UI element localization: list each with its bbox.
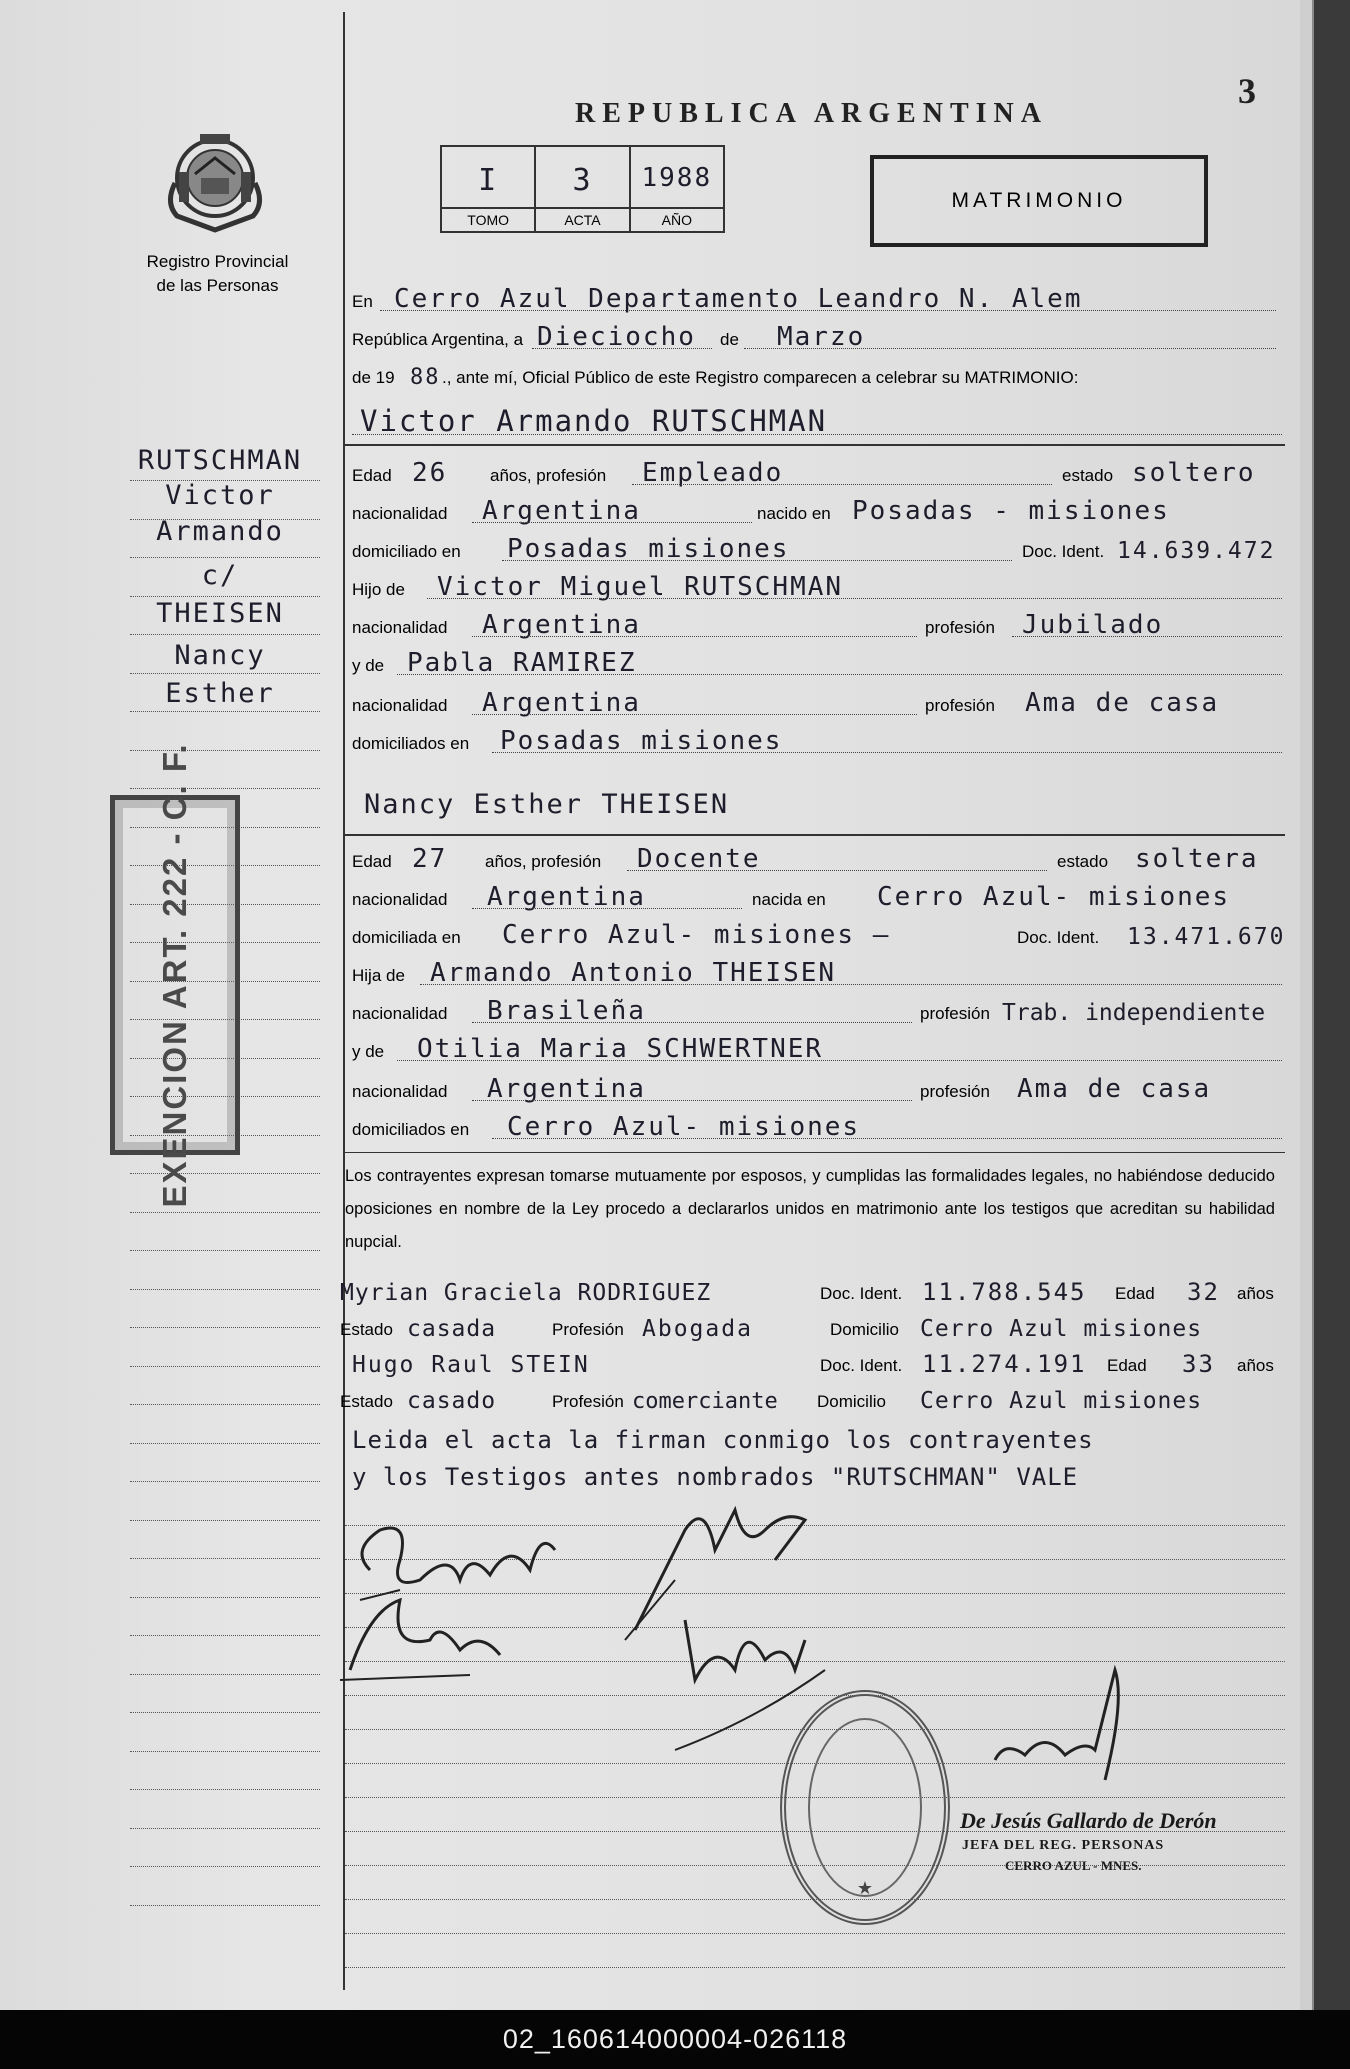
bride-nacida-en: Cerro Azul- misiones [877,882,1231,912]
anio-label: AÑO [631,207,723,231]
margin-ruled-line [130,634,320,635]
place-value: Cerro Azul Departamento Leandro N. Alem [394,284,1083,314]
domicilio-label: Domicilio [817,1392,886,1411]
anio-cell [631,147,723,231]
official-name: De Jesús Gallardo de Derón [960,1808,1217,1833]
bride-father-nacionalidad: Brasileña [487,996,646,1026]
witness2-doc: 11.274.191 [922,1350,1087,1378]
domiciliada-label: domiciliada en [352,928,461,947]
witness1-row [340,1272,1274,1308]
groom-father-row [352,568,1250,604]
groom-mother-row [352,644,1250,680]
ruled-line [345,1967,1285,1968]
witness1-profesion: Abogada [642,1316,753,1342]
record-number-box [440,145,725,233]
groom-domicilio-row [352,530,1276,566]
formal-declaration-text: Los contrayentes expresan tomarse mutuamente por esposos, y cumplidas las formalidades legales, no habiéndose deducido oposiciones en nombre de la Ley procedo a declararlos unidos en matrimonio ante los testigos que acreditan su habilidad nupcial. [345,1167,1275,1251]
seal-star-icon: ★ [856,1878,874,1898]
bride-father-profesion: Trab. independiente [1002,1000,1266,1026]
edad-label: Edad [352,466,392,485]
groom-father-nacionalidad: Argentina [482,610,641,640]
margin-note-line: RUTSCHMAN [137,445,303,476]
margin-ruled-line [130,1481,320,1482]
country-title: REPUBLICA ARGENTINA [575,98,1048,129]
bride-estado: soltera [1135,844,1259,874]
de-label: de [720,330,739,349]
official-location: CERRO AZUL - MNES. [1005,1858,1142,1873]
exemption-stamp [110,742,240,1208]
profesion-label: Profesión [552,1320,624,1339]
bride-mother-row [352,1030,1250,1066]
hija-label: Hija de [352,966,405,985]
bride-domicilio-row [352,916,1286,952]
bride-father-details-row [352,992,1266,1028]
exemption-stamp-text: EXENCION ART. 222 - C. F. [156,742,193,1208]
nacionalidad-label: nacionalidad [352,890,448,909]
official-title: JEFA DEL REG. PERSONAS [962,1838,1165,1853]
profesion-label: Profesión [552,1392,624,1411]
profesion-label: profesión [925,696,995,715]
nacionalidad-label: nacionalidad [352,696,448,715]
bride-full-name: Nancy Esther THEISEN [364,789,730,820]
margin-ruled-line [130,1404,320,1405]
year-row [352,356,1250,392]
domiciliados-label: domiciliados en [352,1120,470,1139]
tomo-value: I [478,163,499,198]
nacionalidad-label: nacionalidad [352,1004,448,1023]
witness1-name: Myrian Graciela RODRIGUEZ [340,1280,712,1306]
witness1-doc: 11.788.545 [922,1278,1087,1306]
registry-seal [780,1690,950,1925]
left-margin-column [0,0,340,2010]
acta-cell [536,147,630,231]
ruled-line [345,1933,1285,1934]
margin-ruled-line [130,711,320,712]
acta-label: ACTA [536,207,628,231]
y-de-label: y de [352,1042,385,1061]
witness2-row [352,1344,1274,1380]
anos-label: años [1237,1284,1274,1303]
place-row [352,280,1250,316]
margin-ruled-line [130,557,320,558]
bride-parents-domicilio: Cerro Azul- misiones [507,1112,861,1142]
witness1-domicilio: Cerro Azul misiones [920,1316,1203,1342]
estado-label: estado [1057,852,1109,871]
witness2-details-row [340,1380,1250,1416]
groom-parents-domicilio: Posadas misiones [500,726,783,756]
date-row [352,318,1250,354]
bride-father-row [352,954,1250,990]
margin-ruled-line [130,1828,320,1829]
groom-nacido-en: Posadas - misiones [852,496,1170,526]
closing-line2-row [352,1455,1250,1493]
comparecen-text: ., ante mí, Oficial Público de este Registro comparecen a celebrar su MATRIMONIO: [442,368,1079,387]
margin-ruled-line [130,596,320,597]
margin-ruled-line [130,1597,320,1598]
nacionalidad-label: nacionalidad [352,504,448,523]
margin-ruled-line [130,673,320,674]
domicilio-label: Domicilio [830,1320,899,1339]
witness1-edad: 32 [1187,1278,1220,1306]
y-de-label: y de [352,656,385,675]
margin-ruled-line [130,1905,320,1906]
witness2-edad: 33 [1182,1350,1215,1378]
record-type-box: MATRIMONIO [870,155,1208,247]
section-rule [345,444,1285,446]
groom-father-details-row [352,606,1250,642]
margin-ruled-line [130,1250,320,1251]
bride-name-row [352,782,1250,822]
bride-mother-nacionalidad: Argentina [487,1074,646,1104]
witness2-profesion: comerciante [632,1389,778,1414]
tomo-label: TOMO [442,207,534,231]
groom-parents-domicilio-row [352,722,1250,758]
groom-mother-profesion: Ama de casa [1025,688,1220,718]
groom-father-profesion: Jubilado [1022,610,1164,640]
margin-note-line: c/ [201,560,239,591]
groom-mother-details-row [352,684,1250,720]
bride-domicilio: Cerro Azul- misiones — [502,920,891,950]
profesion-label: profesión [925,618,995,637]
edad-label: Edad [1107,1356,1147,1375]
estado-label: estado [1062,466,1114,485]
bride-mother-name: Otilia Maria SCHWERTNER [417,1034,824,1064]
anos-profesion-label: años, profesión [490,466,607,485]
tomo-cell [442,147,536,231]
margin-note-line: Nancy [174,640,266,671]
doc-label: Doc. Ident. [1017,928,1100,947]
profesion-label: profesión [920,1004,990,1023]
witness1-estado: casada [407,1316,497,1342]
page-edge [1300,0,1350,2010]
estado-label: Estado [340,1392,393,1411]
domiciliado-label: domiciliado en [352,542,461,561]
bride-father-name: Armando Antonio THEISEN [430,958,837,988]
groom-doc: 14.639.472 [1117,538,1276,564]
acta-value: 3 [572,163,593,198]
edad-label: Edad [1115,1284,1155,1303]
bride-edad: 27 [412,844,448,874]
bride-parents-domicilio-row [352,1108,1250,1144]
image-id-footer: 02_160614000004-026118 [0,2010,1350,2069]
republica-label: República Argentina, a [352,330,524,349]
column-divider [343,12,345,1990]
groom-profesion: Empleado [642,458,784,488]
bride-nacionalidad-row [352,878,1250,914]
year-prefix: de 19 [352,368,395,387]
margin-ruled-line [130,1327,320,1328]
groom-edad: 26 [412,458,448,488]
margin-ruled-line [130,1558,320,1559]
margin-ruled-line [130,1866,320,1867]
groom-full-name: Victor Armando RUTSCHMAN [360,404,828,438]
registry-label-line1: Registro Provincial [146,252,289,271]
anos-label: años [1237,1356,1274,1375]
doc-label: Doc. Ident. [820,1356,903,1375]
registry-label [110,250,325,298]
margin-ruled-line [130,1751,320,1752]
margin-ruled-line [130,1712,320,1713]
groom-nacionalidad: Argentina [482,496,641,526]
closing-line1: Leida el acta la firman conmigo los contrayentes [352,1426,1094,1454]
margin-ruled-line [130,1366,320,1367]
groom-estado: soltero [1132,458,1256,488]
registry-label-line2: de las Personas [156,276,279,295]
profesion-label: profesión [920,1082,990,1101]
groom-name-row [352,400,1250,440]
groom-domicilio: Posadas misiones [507,534,790,564]
nacida-label: nacida en [752,890,826,909]
official-signature-icon [975,1660,1145,1810]
margin-ruled-line [130,1212,320,1213]
witness2-name: Hugo Raul STEIN [352,1352,590,1378]
domiciliados-label: domiciliados en [352,734,470,753]
edad-label: Edad [352,852,392,871]
margin-note-line: Armando [156,516,284,547]
margin-ruled-line [130,1674,320,1675]
groom-nacionalidad-row [352,492,1250,528]
month-value: Marzo [777,322,866,352]
bride-doc: 13.471.670 [1127,924,1286,950]
provincial-emblem-icon [165,128,265,234]
groom-father-name: Victor Miguel RUTSCHMAN [437,572,844,602]
section-rule [345,834,1285,836]
anos-profesion-label: años, profesión [485,852,602,871]
bride-profesion: Docente [637,844,761,874]
nacido-label: nacido en [757,504,831,523]
section-rule [345,1152,1285,1153]
margin-ruled-line [130,1635,320,1636]
estado-label: Estado [340,1320,393,1339]
margin-ruled-line [130,1520,320,1521]
bride-signature-icon [340,1580,520,1690]
bride-mother-details-row [352,1070,1250,1106]
closing-line1-row [352,1418,1250,1456]
day-value: Dieciocho [537,322,696,352]
margin-ruled-line [130,1443,320,1444]
margin-ruled-line [130,1789,320,1790]
margin-note-line: Victor [165,480,275,511]
doc-label: Doc. Ident. [1022,542,1105,561]
bride-mother-profesion: Ama de casa [1017,1074,1212,1104]
closing-line2: y los Testigos antes nombrados "RUTSCHMAN" VALE [352,1463,1079,1491]
bride-edad-row [352,840,1259,876]
witness1-details-row [340,1308,1250,1344]
margin-note-line: Esther [165,678,275,709]
bride-nacionalidad: Argentina [487,882,646,912]
witness2-domicilio: Cerro Azul misiones [920,1388,1203,1414]
margin-note-line: THEISEN [156,598,284,629]
page-number: 3 [1238,71,1256,111]
hijo-label: Hijo de [352,580,405,599]
en-label: En [352,292,373,311]
nacionalidad-label: nacionalidad [352,1082,448,1101]
year-value: 88 [410,365,441,390]
groom-mother-nacionalidad: Argentina [482,688,641,718]
doc-label: Doc. Ident. [820,1284,903,1303]
nacionalidad-label: nacionalidad [352,618,448,637]
groom-mother-name: Pabla RAMIREZ [407,648,637,678]
witness2-estado: casado [407,1388,497,1414]
groom-edad-row [352,454,1256,490]
margin-ruled-line [130,1289,320,1290]
anio-value: 1988 [641,163,713,193]
